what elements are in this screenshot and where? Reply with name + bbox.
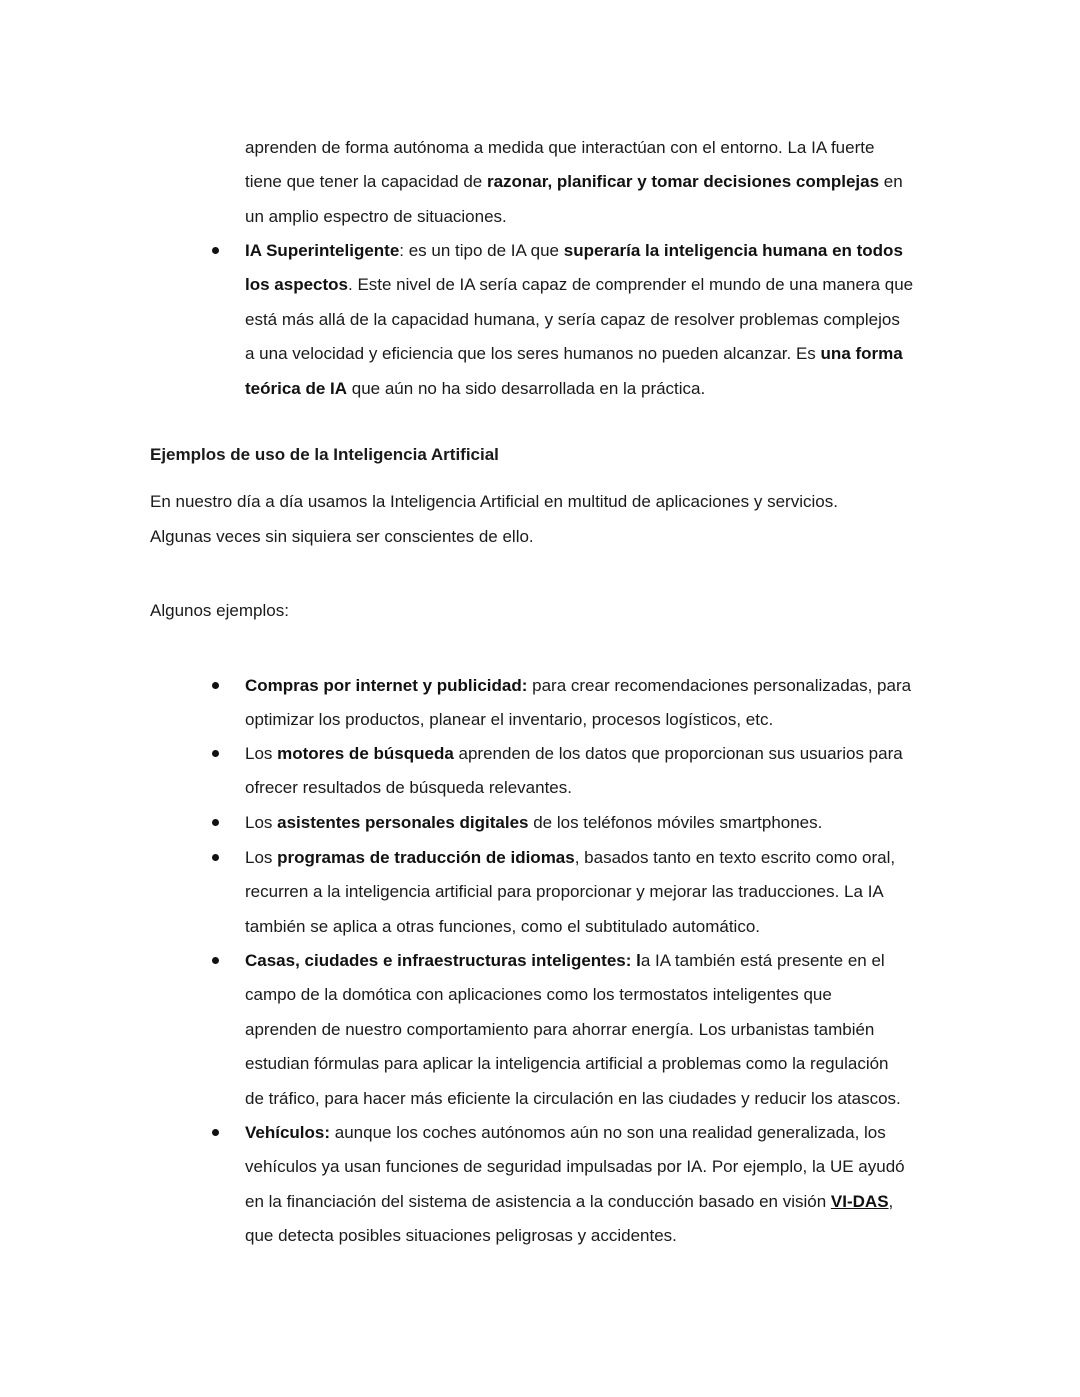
intro-line-1: aprenden de forma autónoma a medida que interactúan con el entorno. La IA fuerte [245, 138, 875, 157]
paragraph-line-1: En nuestro día a día usamos la Inteligencia Artificial en multitud de aplicaciones y servicios. [150, 492, 838, 511]
intro-line-3: un amplio espectro de situaciones. [245, 207, 507, 226]
examples-intro: Algunos ejemplos: [150, 601, 289, 620]
document-page: aprenden de forma autónoma a medida que interactúan con el entorno. La IA fuerte tiene que tener la capacidad de razonar, planificar y tomar decisiones complejas en un amplio espectro de situaciones. IA Superinteligente: es un tipo de IA que superaría la inteligencia humana en todos los aspectos. Este nivel de IA sería capaz de comprender el mundo de una manera que está más allá de la capacidad humana, y sería capaz de resolver problemas complejos a una velocidad y eficiencia que los seres humanos no pueden alcanzar. Es una forma teórica de IA que aún no ha sido desarrollada en la práctica. Ejemplos de uso de la Inteligencia Artificial En nuestro día a día usamos la Inteligencia Artificial en multitud de aplicaciones y servicios. Algunas veces sin siquiera ser conscientes de ello. Algunos ejemplos: Compras por internet y publicidad: para crear recomendaciones personalizadas, para optimizar los productos, planear el inventario, procesos logísticos, etc. Los motores de búsqueda aprenden de los datos que proporcionan sus usuarios para ofrecer resultados de búsqueda relevantes. Los asistentes personales digitales de los teléfonos móviles smartphones. Los programas de traducción de idiomas, basados tanto en texto escrito como oral, recurren a la inteligencia artificial para proporcionar y mejorar las traducciones. La IA también se aplica a otras funciones, como el subtitulado automático. Casas, ciudades e infraestructuras inteligentes: la IA también está presente en el campo de la domótica con aplicaciones como los termostatos inteligentes que aprenden de nuestro comportamiento para ahorrar energía. Los urbanistas también estudian fórmulas para aplicar la inteligencia artificial a problemas como la regulación de tráfico, para hacer más eficiente la circulación en las ciudades y reducir los atascos. Vehículos: aunque los coches autónomos aún no son una realidad generalizada, los vehículos ya usan funciones de seguridad impulsadas por IA. Por ejemplo, la UE ayudó en la financiación del sistema de asistencia a la conducción basado en visión VI-DAS, que detecta posibles situaciones peligrosas y accidentes. [0, 0, 1080, 1397]
vi-das-link[interactable]: VI-DAS [830, 1191, 889, 1211]
section-heading: Ejemplos de uso de la Inteligencia Artificial [150, 445, 499, 464]
intro-line-2: tiene que tener la capacidad de razonar, planificar y tomar decisiones complejas en [245, 172, 903, 191]
paragraph-line-2: Algunas veces sin siquiera ser conscientes de ello. [150, 527, 534, 546]
